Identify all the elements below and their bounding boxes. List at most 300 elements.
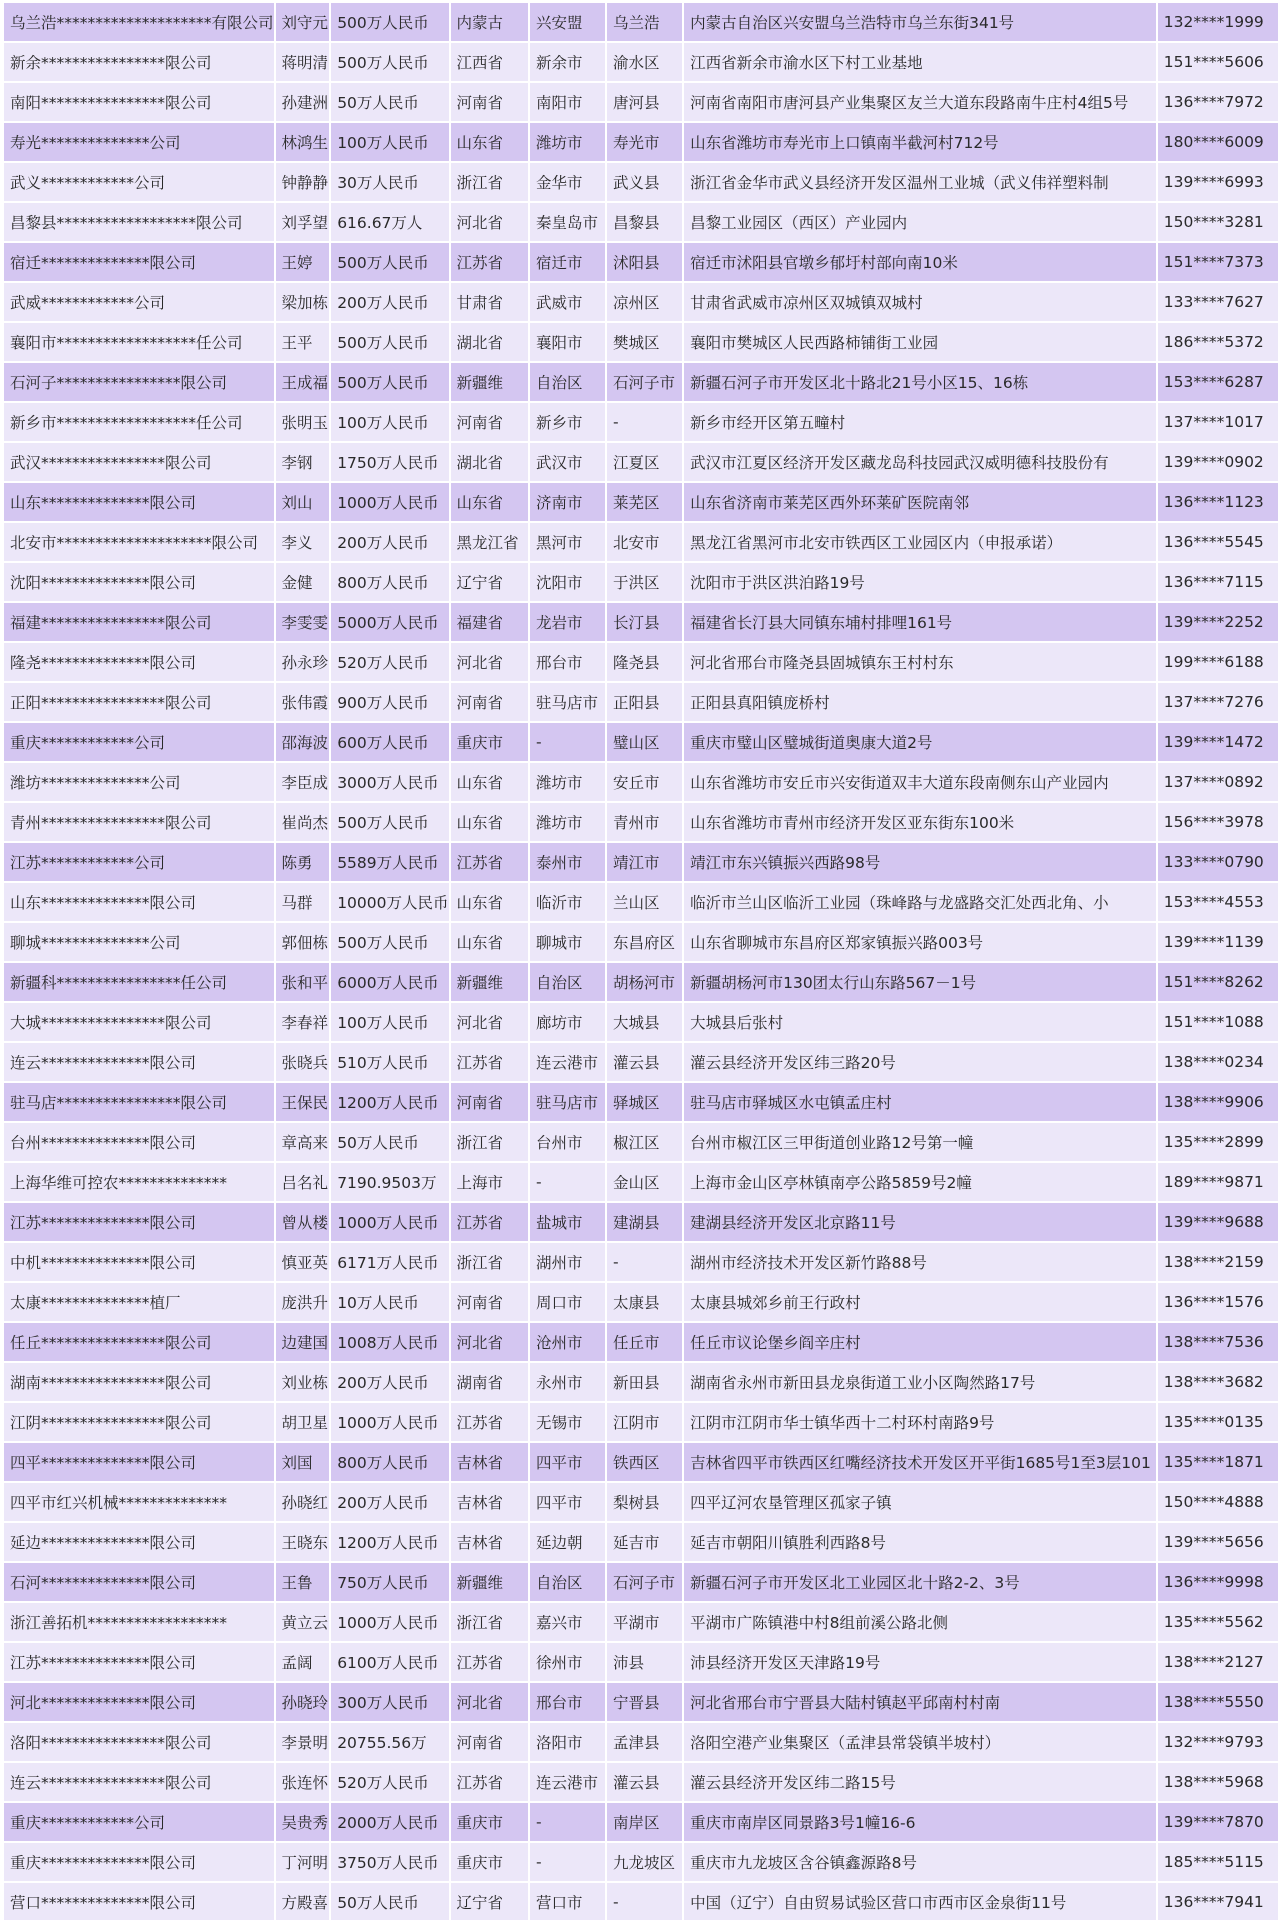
cell-address: 正阳县真阳镇庞桥村: [684, 683, 1156, 721]
cell-city: 武汉市: [530, 443, 605, 481]
cell-company: 台州**************限公司: [4, 1123, 274, 1161]
cell-province: 山东省: [451, 763, 528, 801]
cell-address: 重庆市南岸区同景路3号1幢16-6: [684, 1803, 1156, 1841]
cell-address: 新乡市经开区第五疃村: [684, 403, 1156, 441]
cell-city: 黑河市: [530, 523, 605, 561]
cell-address: 甘肃省武威市凉州区双城镇双城村: [684, 283, 1156, 321]
cell-address: 江阴市江阴市华士镇华西十二村环村南路9号: [684, 1403, 1156, 1441]
cell-district: 大城县: [607, 1003, 682, 1041]
cell-city: 邢台市: [530, 643, 605, 681]
cell-province: 黑龙江省: [451, 523, 528, 561]
cell-company: 延边**************限公司: [4, 1523, 274, 1561]
cell-company: 潍坊**************公司: [4, 763, 274, 801]
cell-address: 沛县经济开发区天津路19号: [684, 1643, 1156, 1681]
cell-phone: 138****3682: [1158, 1363, 1278, 1401]
cell-district: 灌云县: [607, 1763, 682, 1801]
table-row: [4, 1403, 1278, 1441]
cell-address: 福建省长汀县大同镇东埔村排哩161号: [684, 603, 1156, 641]
cell-address: 河南省南阳市唐河县产业集聚区友兰大道东段路南牛庄村4组5号: [684, 83, 1156, 121]
cell-person: 张连怀: [276, 1763, 330, 1801]
cell-company: 襄阳市******************任公司: [4, 323, 274, 361]
cell-province: 福建省: [451, 603, 528, 641]
cell-company: 湖南****************限公司: [4, 1363, 274, 1401]
cell-address: 中国（辽宁）自由贸易试验区营口市西市区金泉街11号: [684, 1883, 1156, 1920]
cell-district: -: [607, 403, 682, 441]
cell-district: 隆尧县: [607, 643, 682, 681]
table-row: [4, 1163, 1278, 1201]
cell-phone: 136****1576: [1158, 1283, 1278, 1321]
cell-capital: 1000万人民币: [331, 483, 448, 521]
cell-company: 山东**************限公司: [4, 483, 274, 521]
cell-district: 椒江区: [607, 1123, 682, 1161]
cell-person: 梁加栋: [276, 283, 330, 321]
table-row: [4, 523, 1278, 561]
cell-province: 重庆市: [451, 723, 528, 761]
cell-phone: 138****2127: [1158, 1643, 1278, 1681]
table-row: [4, 1443, 1278, 1481]
cell-city: 自治区: [530, 1563, 605, 1601]
cell-capital: 200万人民币: [331, 1363, 448, 1401]
cell-phone: 136****7115: [1158, 563, 1278, 601]
table-row: [4, 1683, 1278, 1721]
cell-address: 内蒙古自治区兴安盟乌兰浩特市乌兰东街341号: [684, 3, 1156, 41]
cell-city: 南阳市: [530, 83, 605, 121]
cell-city: -: [530, 723, 605, 761]
cell-person: 王晓东: [276, 1523, 330, 1561]
cell-province: 江苏省: [451, 243, 528, 281]
cell-phone: 139****6993: [1158, 163, 1278, 201]
cell-company: 江苏************公司: [4, 843, 274, 881]
cell-person: 王婷: [276, 243, 330, 281]
cell-province: 河南省: [451, 1083, 528, 1121]
table-row: [4, 403, 1278, 441]
cell-company: 太康**************植厂: [4, 1283, 274, 1321]
table-row: [4, 1123, 1278, 1161]
cell-province: 江苏省: [451, 843, 528, 881]
cell-province: 河北省: [451, 203, 528, 241]
cell-district: 太康县: [607, 1283, 682, 1321]
cell-district: 江夏区: [607, 443, 682, 481]
table-row: [4, 1203, 1278, 1241]
cell-city: -: [530, 1163, 605, 1201]
cell-province: 重庆市: [451, 1803, 528, 1841]
table-row: [4, 243, 1278, 281]
cell-province: 吉林省: [451, 1443, 528, 1481]
cell-phone: 139****2252: [1158, 603, 1278, 641]
cell-address: 黑龙江省黑河市北安市铁西区工业园区内（申报承诺）: [684, 523, 1156, 561]
cell-address: 襄阳市樊城区人民西路柿铺街工业园: [684, 323, 1156, 361]
cell-company: 浙江善拓机******************: [4, 1603, 274, 1641]
table-row: [4, 883, 1278, 921]
cell-person: 刘守元: [276, 3, 330, 41]
cell-capital: 520万人民币: [331, 643, 448, 681]
cell-capital: 100万人民币: [331, 123, 448, 161]
cell-city: 潍坊市: [530, 803, 605, 841]
table-row: [4, 1523, 1278, 1561]
cell-address: 武汉市江夏区经济开发区藏龙岛科技园武汉威明德科技股份有: [684, 443, 1156, 481]
cell-phone: 139****7870: [1158, 1803, 1278, 1841]
cell-city: 新乡市: [530, 403, 605, 441]
cell-phone: 132****1999: [1158, 3, 1278, 41]
cell-city: 四平市: [530, 1443, 605, 1481]
cell-district: 武义县: [607, 163, 682, 201]
cell-province: 重庆市: [451, 1843, 528, 1881]
cell-company: 重庆************公司: [4, 723, 274, 761]
table-row: [4, 963, 1278, 1001]
cell-phone: 151****7373: [1158, 243, 1278, 281]
cell-district: 灌云县: [607, 1043, 682, 1081]
cell-person: 张明玉: [276, 403, 330, 441]
cell-person: 章高来: [276, 1123, 330, 1161]
cell-province: 河北省: [451, 1323, 528, 1361]
cell-person: 吴贵秀: [276, 1803, 330, 1841]
cell-city: -: [530, 1803, 605, 1841]
cell-phone: 138****0234: [1158, 1043, 1278, 1081]
cell-district: 金山区: [607, 1163, 682, 1201]
cell-district: 樊城区: [607, 323, 682, 361]
cell-phone: 138****2159: [1158, 1243, 1278, 1281]
cell-district: 任丘市: [607, 1323, 682, 1361]
cell-phone: 137****1017: [1158, 403, 1278, 441]
cell-capital: 200万人民币: [331, 523, 448, 561]
cell-company: 任丘****************限公司: [4, 1323, 274, 1361]
cell-city: 廊坊市: [530, 1003, 605, 1041]
cell-phone: 136****7972: [1158, 83, 1278, 121]
cell-city: 自治区: [530, 363, 605, 401]
cell-person: 王成福: [276, 363, 330, 401]
table-row: [4, 203, 1278, 241]
table-row: [4, 1483, 1278, 1521]
cell-person: 刘国: [276, 1443, 330, 1481]
cell-district: 驿城区: [607, 1083, 682, 1121]
cell-address: 建湖县经济开发区北京路11号: [684, 1203, 1156, 1241]
cell-city: 沧州市: [530, 1323, 605, 1361]
cell-province: 吉林省: [451, 1523, 528, 1561]
cell-capital: 900万人民币: [331, 683, 448, 721]
table-row: [4, 1043, 1278, 1081]
cell-person: 边建国: [276, 1323, 330, 1361]
table-row: [4, 803, 1278, 841]
cell-phone: 135****5562: [1158, 1603, 1278, 1641]
cell-address: 重庆市璧山区璧城街道奥康大道2号: [684, 723, 1156, 761]
cell-capital: 3750万人民币: [331, 1843, 448, 1881]
cell-person: 丁河明: [276, 1843, 330, 1881]
cell-company: 福建****************限公司: [4, 603, 274, 641]
cell-capital: 2000万人民币: [331, 1803, 448, 1841]
cell-phone: 199****6188: [1158, 643, 1278, 681]
cell-company: 北安市********************限公司: [4, 523, 274, 561]
cell-address: 山东省潍坊市安丘市兴安街道双丰大道东段南侧东山产业园内: [684, 763, 1156, 801]
cell-capital: 500万人民币: [331, 323, 448, 361]
cell-province: 浙江省: [451, 1603, 528, 1641]
cell-phone: 132****9793: [1158, 1723, 1278, 1761]
cell-person: 邵海波: [276, 723, 330, 761]
cell-phone: 156****3978: [1158, 803, 1278, 841]
cell-person: 孟阔: [276, 1643, 330, 1681]
table-row: [4, 923, 1278, 961]
cell-capital: 800万人民币: [331, 563, 448, 601]
cell-city: 延边朝: [530, 1523, 605, 1561]
cell-phone: 138****9906: [1158, 1083, 1278, 1121]
cell-province: 湖南省: [451, 1363, 528, 1401]
cell-phone: 139****5656: [1158, 1523, 1278, 1561]
cell-capital: 616.67万人: [331, 203, 448, 241]
table-row: [4, 1363, 1278, 1401]
cell-capital: 1000万人民币: [331, 1603, 448, 1641]
cell-capital: 50万人民币: [331, 83, 448, 121]
cell-person: 马群: [276, 883, 330, 921]
cell-company: 驻马店****************限公司: [4, 1083, 274, 1121]
cell-person: 孙建洲: [276, 83, 330, 121]
cell-city: 沈阳市: [530, 563, 605, 601]
cell-capital: 1008万人民币: [331, 1323, 448, 1361]
cell-company: 青州****************限公司: [4, 803, 274, 841]
cell-person: 吕名礼: [276, 1163, 330, 1201]
table-row: [4, 163, 1278, 201]
table-row: [4, 1603, 1278, 1641]
cell-capital: 50万人民币: [331, 1883, 448, 1920]
cell-person: 刘业栋: [276, 1363, 330, 1401]
cell-district: 建湖县: [607, 1203, 682, 1241]
cell-city: 济南市: [530, 483, 605, 521]
cell-address: 台州市椒江区三甲街道创业路12号第一幢: [684, 1123, 1156, 1161]
cell-phone: 150****3281: [1158, 203, 1278, 241]
cell-company: 山东**************限公司: [4, 883, 274, 921]
cell-phone: 139****0902: [1158, 443, 1278, 481]
cell-city: 潍坊市: [530, 763, 605, 801]
cell-city: 龙岩市: [530, 603, 605, 641]
cell-person: 刘山: [276, 483, 330, 521]
cell-capital: 500万人民币: [331, 363, 448, 401]
cell-phone: 135****0135: [1158, 1403, 1278, 1441]
cell-address: 山东省潍坊市青州市经济开发区亚东街东100米: [684, 803, 1156, 841]
cell-company: 四平**************限公司: [4, 1443, 274, 1481]
cell-district: 凉州区: [607, 283, 682, 321]
cell-capital: 100万人民币: [331, 1003, 448, 1041]
cell-city: 新余市: [530, 43, 605, 81]
cell-address: 河北省邢台市宁晋县大陆村镇赵平邱南村村南: [684, 1683, 1156, 1721]
cell-address: 江西省新余市渝水区下村工业基地: [684, 43, 1156, 81]
cell-phone: 136****1123: [1158, 483, 1278, 521]
cell-address: 任丘市议论堡乡阎辛庄村: [684, 1323, 1156, 1361]
cell-district: 兰山区: [607, 883, 682, 921]
cell-address: 新疆石河子市开发区北十路北21号小区15、16栋: [684, 363, 1156, 401]
cell-company: 寿光**************公司: [4, 123, 274, 161]
cell-person: 郭佃栋: [276, 923, 330, 961]
cell-company: 隆尧**************限公司: [4, 643, 274, 681]
cell-district: 沭阳县: [607, 243, 682, 281]
table-row: [4, 1803, 1278, 1841]
table-row: [4, 683, 1278, 721]
cell-company: 河北**************限公司: [4, 1683, 274, 1721]
cell-phone: 138****5550: [1158, 1683, 1278, 1721]
cell-company: 新疆科****************任公司: [4, 963, 274, 1001]
cell-city: 永州市: [530, 1363, 605, 1401]
cell-province: 河南省: [451, 403, 528, 441]
cell-province: 山东省: [451, 483, 528, 521]
cell-company: 聊城**************公司: [4, 923, 274, 961]
cell-province: 河北省: [451, 1003, 528, 1041]
cell-address: 上海市金山区亭林镇南亭公路5859号2幢: [684, 1163, 1156, 1201]
cell-address: 宿迁市沭阳县官墩乡郁圩村部向南10米: [684, 243, 1156, 281]
cell-province: 内蒙古: [451, 3, 528, 41]
cell-company: 武威************公司: [4, 283, 274, 321]
cell-province: 辽宁省: [451, 563, 528, 601]
cell-capital: 6100万人民币: [331, 1643, 448, 1681]
cell-address: 驻马店市驿城区水屯镇孟庄村: [684, 1083, 1156, 1121]
table-row: [4, 843, 1278, 881]
cell-city: 金华市: [530, 163, 605, 201]
cell-person: 蒋明清: [276, 43, 330, 81]
cell-district: 新田县: [607, 1363, 682, 1401]
cell-address: 吉林省四平市铁西区红嘴经济技术开发区开平街1685号1至3层101: [684, 1443, 1156, 1481]
cell-phone: 180****6009: [1158, 123, 1278, 161]
cell-district: 乌兰浩: [607, 3, 682, 41]
cell-city: 周口市: [530, 1283, 605, 1321]
cell-address: 延吉市朝阳川镇胜利西路8号: [684, 1523, 1156, 1561]
cell-city: 襄阳市: [530, 323, 605, 361]
cell-capital: 3000万人民币: [331, 763, 448, 801]
table-row: [4, 363, 1278, 401]
cell-company: 武汉****************限公司: [4, 443, 274, 481]
cell-company: 江阴****************限公司: [4, 1403, 274, 1441]
cell-person: 庞洪升: [276, 1283, 330, 1321]
cell-phone: 139****9688: [1158, 1203, 1278, 1241]
cell-city: 自治区: [530, 963, 605, 1001]
cell-district: 璧山区: [607, 723, 682, 761]
cell-province: 甘肃省: [451, 283, 528, 321]
cell-province: 辽宁省: [451, 1883, 528, 1920]
cell-district: 莱芜区: [607, 483, 682, 521]
cell-district: 梨树县: [607, 1483, 682, 1521]
cell-person: 陈勇: [276, 843, 330, 881]
cell-province: 浙江省: [451, 1123, 528, 1161]
cell-address: 灌云县经济开发区纬三路20号: [684, 1043, 1156, 1081]
cell-address: 新疆石河子市开发区北工业园区北十路2-2、3号: [684, 1563, 1156, 1601]
cell-province: 新疆维: [451, 1563, 528, 1601]
cell-district: 于洪区: [607, 563, 682, 601]
cell-city: 邢台市: [530, 1683, 605, 1721]
table-row: [4, 1883, 1278, 1920]
cell-person: 孙永珍: [276, 643, 330, 681]
cell-city: 连云港市: [530, 1763, 605, 1801]
cell-company: 江苏**************限公司: [4, 1203, 274, 1241]
cell-capital: 510万人民币: [331, 1043, 448, 1081]
cell-phone: 185****5115: [1158, 1843, 1278, 1881]
cell-district: 青州市: [607, 803, 682, 841]
cell-district: 东昌府区: [607, 923, 682, 961]
cell-phone: 137****0892: [1158, 763, 1278, 801]
cell-capital: 30万人民币: [331, 163, 448, 201]
cell-city: 四平市: [530, 1483, 605, 1521]
cell-company: 重庆**************限公司: [4, 1843, 274, 1881]
cell-person: 钟静静: [276, 163, 330, 201]
table-row: [4, 1723, 1278, 1761]
cell-capital: 300万人民币: [331, 1683, 448, 1721]
cell-person: 李雯雯: [276, 603, 330, 641]
cell-district: 南岸区: [607, 1803, 682, 1841]
cell-capital: 1200万人民币: [331, 1083, 448, 1121]
cell-company: 江苏**************限公司: [4, 1643, 274, 1681]
cell-person: 黄立云: [276, 1603, 330, 1641]
cell-capital: 520万人民币: [331, 1763, 448, 1801]
cell-phone: 135****2899: [1158, 1123, 1278, 1161]
table-row: [4, 123, 1278, 161]
cell-city: 连云港市: [530, 1043, 605, 1081]
cell-district: 铁西区: [607, 1443, 682, 1481]
cell-company: 新乡市******************任公司: [4, 403, 274, 441]
cell-person: 慎亚英: [276, 1243, 330, 1281]
cell-city: 洛阳市: [530, 1723, 605, 1761]
cell-company: 营口**************限公司: [4, 1883, 274, 1920]
cell-company: 连云****************限公司: [4, 1763, 274, 1801]
company-table: [2, 1, 1280, 1920]
cell-district: -: [607, 1243, 682, 1281]
cell-person: 王鲁: [276, 1563, 330, 1601]
cell-person: 胡卫星: [276, 1403, 330, 1441]
cell-district: 胡杨河市: [607, 963, 682, 1001]
cell-person: 金健: [276, 563, 330, 601]
cell-province: 吉林省: [451, 1483, 528, 1521]
cell-province: 山东省: [451, 123, 528, 161]
table-row: [4, 1763, 1278, 1801]
cell-person: 李钢: [276, 443, 330, 481]
table-row: [4, 603, 1278, 641]
cell-address: 重庆市九龙坡区含谷镇鑫源路8号: [684, 1843, 1156, 1881]
cell-address: 河北省邢台市隆尧县固城镇东王村村东: [684, 643, 1156, 681]
cell-district: 九龙坡区: [607, 1843, 682, 1881]
table-row: [4, 3, 1278, 41]
cell-province: 河北省: [451, 643, 528, 681]
cell-province: 山东省: [451, 803, 528, 841]
table-row: [4, 563, 1278, 601]
cell-address: 临沂市兰山区临沂工业园（珠峰路与龙盛路交汇处西北角、小: [684, 883, 1156, 921]
cell-phone: 137****7276: [1158, 683, 1278, 721]
cell-capital: 500万人民币: [331, 923, 448, 961]
cell-capital: 7190.9503万: [331, 1163, 448, 1201]
cell-province: 江苏省: [451, 1643, 528, 1681]
cell-phone: 151****8262: [1158, 963, 1278, 1001]
cell-capital: 500万人民币: [331, 803, 448, 841]
cell-city: 台州市: [530, 1123, 605, 1161]
cell-district: 唐河县: [607, 83, 682, 121]
cell-address: 湖州市经济技术开发区新竹路88号: [684, 1243, 1156, 1281]
cell-province: 江苏省: [451, 1203, 528, 1241]
cell-district: 延吉市: [607, 1523, 682, 1561]
cell-capital: 500万人民币: [331, 243, 448, 281]
cell-district: 石河子市: [607, 1563, 682, 1601]
cell-province: 浙江省: [451, 1243, 528, 1281]
cell-province: 河南省: [451, 1283, 528, 1321]
cell-district: 昌黎县: [607, 203, 682, 241]
cell-capital: 10万人民币: [331, 1283, 448, 1321]
cell-capital: 100万人民币: [331, 403, 448, 441]
cell-province: 山东省: [451, 923, 528, 961]
cell-district: 宁晋县: [607, 1683, 682, 1721]
cell-province: 浙江省: [451, 163, 528, 201]
cell-province: 河南省: [451, 1723, 528, 1761]
cell-province: 河北省: [451, 1683, 528, 1721]
cell-company: 大城****************限公司: [4, 1003, 274, 1041]
cell-person: 王保民: [276, 1083, 330, 1121]
cell-phone: 136****5545: [1158, 523, 1278, 561]
cell-company: 沈阳**************限公司: [4, 563, 274, 601]
cell-person: 李春祥: [276, 1003, 330, 1041]
cell-province: 山东省: [451, 883, 528, 921]
table-row: [4, 483, 1278, 521]
cell-company: 石河子****************限公司: [4, 363, 274, 401]
cell-person: 张伟霞: [276, 683, 330, 721]
